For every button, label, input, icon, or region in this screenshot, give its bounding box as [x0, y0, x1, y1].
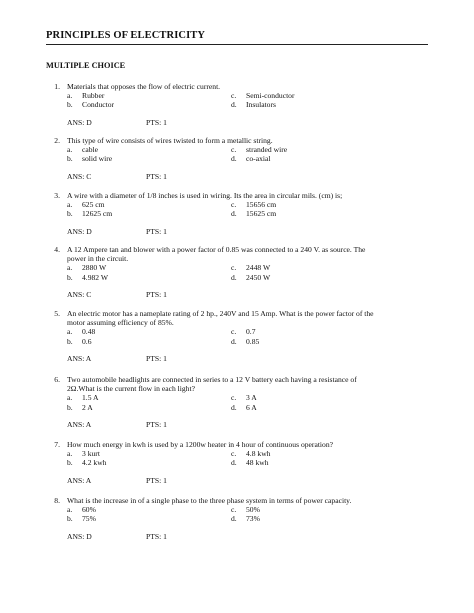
option-text: 12625 cm — [82, 209, 113, 219]
answer-key: ANS: C — [67, 289, 92, 299]
answer-option — [67, 100, 231, 109]
question-number: 1. — [54, 82, 60, 91]
option-text: 60% — [82, 505, 96, 515]
option-letter: c. — [231, 200, 237, 210]
option-text: 0.85 — [246, 336, 260, 346]
answer-option — [67, 337, 231, 346]
question-item — [46, 375, 436, 429]
answer-key: ANS: A — [67, 475, 92, 485]
option-text: 15656 cm — [246, 200, 277, 210]
question-line — [46, 375, 436, 384]
answer-option — [67, 145, 231, 154]
answer-option — [67, 393, 231, 402]
option-text: 0.6 — [82, 336, 92, 346]
points: PTS: 1 — [146, 531, 167, 541]
points: PTS: 1 — [146, 117, 167, 127]
answer-line — [67, 476, 436, 485]
answer-key: ANS: D — [67, 117, 92, 127]
answer-option — [67, 449, 231, 458]
answer-key: ANS: D — [67, 226, 92, 236]
option-text: solid wire — [82, 154, 113, 164]
question-text: Materials that opposes the flow of electric current. — [67, 82, 221, 91]
option-letter: a. — [67, 393, 73, 403]
answer-line — [67, 172, 436, 181]
question-text: This type of wire consists of wires twisted to form a metallic string. — [67, 136, 273, 145]
question-text: 2Ω.What is the current flow in each light? — [67, 384, 195, 394]
option-text: 2448 W — [246, 263, 271, 273]
answer-option — [67, 514, 231, 523]
question-text: A 12 Ampere tan and blower with a power factor of 0.85 was connected to a 240 V. as source. The — [67, 245, 366, 254]
option-letter: b. — [67, 272, 73, 282]
options-grid — [67, 505, 436, 523]
answer-option — [67, 91, 231, 100]
option-letter: b. — [67, 154, 73, 164]
question-number — [46, 318, 67, 327]
answer-option — [67, 403, 231, 412]
question-number — [46, 384, 67, 393]
question-item — [46, 440, 436, 485]
answer-option — [231, 458, 391, 467]
answer-option — [231, 273, 391, 282]
option-text: 50% — [246, 505, 260, 515]
question-number: 3. — [54, 191, 60, 200]
option-letter: b. — [67, 514, 73, 524]
option-letter: b. — [67, 402, 73, 412]
option-letter: d. — [231, 272, 237, 282]
option-letter: c. — [231, 393, 237, 403]
answer-option — [231, 449, 391, 458]
answer-option — [67, 263, 231, 272]
question-line — [46, 440, 436, 449]
points: PTS: 1 — [146, 226, 167, 236]
option-letter: b. — [67, 336, 73, 346]
answer-line — [67, 354, 436, 363]
question-text: motor assuming efficiency of 85%. — [67, 318, 174, 328]
question-line — [46, 191, 436, 200]
answer-key: ANS: A — [67, 419, 92, 429]
answer-option — [231, 403, 391, 412]
option-text: 0.7 — [246, 327, 256, 337]
option-text: 3 kurt — [82, 449, 100, 459]
answer-line — [67, 118, 436, 127]
answer-option — [67, 505, 231, 514]
option-letter: a. — [67, 145, 73, 155]
option-text: 0.48 — [82, 327, 96, 337]
question-line — [46, 136, 436, 145]
options-grid — [67, 449, 436, 467]
options-grid — [67, 145, 436, 163]
option-letter: a. — [67, 200, 73, 210]
answer-option — [231, 209, 391, 218]
answer-line — [67, 532, 436, 541]
question-item — [46, 309, 436, 363]
options-grid — [67, 263, 436, 281]
question-line — [46, 245, 436, 254]
answer-key: ANS: A — [67, 353, 92, 363]
question-number: 6. — [54, 375, 60, 384]
question-text: An electric motor has a nameplate rating of 2 hp., 240V and 15 Amp. What is the power factor of the — [67, 309, 374, 318]
answer-option — [67, 458, 231, 467]
option-text: co-axial — [246, 154, 271, 164]
option-letter: d. — [231, 514, 237, 524]
option-letter: a. — [67, 449, 73, 459]
question-number: 2. — [54, 136, 60, 145]
option-letter: d. — [231, 458, 237, 468]
question-line — [46, 384, 436, 393]
option-letter: b. — [67, 209, 73, 219]
section-heading: MULTIPLE CHOICE — [46, 61, 126, 70]
answer-line — [67, 420, 436, 429]
answer-option — [67, 327, 231, 336]
question-text: What is the increase in of a single phase to the three phase system in terms of power capacity. — [67, 496, 352, 505]
answer-option — [231, 337, 391, 346]
question-text: How much energy in kwh is used by a 1200w heater in 4 hour of continuous operation? — [67, 440, 334, 449]
option-letter: a. — [67, 327, 73, 337]
option-letter: a. — [67, 91, 73, 101]
points: PTS: 1 — [146, 419, 167, 429]
question-text: Two automobile headlights are connected in series to a 12 V battery each having a resistance of — [67, 375, 357, 384]
answer-option — [231, 100, 391, 109]
option-letter: c. — [231, 263, 237, 273]
option-text: 4.2 kwh — [82, 458, 107, 468]
answer-line — [67, 227, 436, 236]
option-text: 4.982 W — [82, 272, 109, 282]
option-text: 1.5 A — [82, 393, 99, 403]
option-letter: d. — [231, 402, 237, 412]
option-text: 75% — [82, 514, 96, 524]
points: PTS: 1 — [146, 171, 167, 181]
option-text: 625 cm — [82, 200, 105, 210]
answer-option — [67, 154, 231, 163]
options-grid — [67, 393, 436, 411]
points: PTS: 1 — [146, 289, 167, 299]
answer-option — [231, 393, 391, 402]
option-text: Insulators — [246, 100, 276, 110]
option-text: cable — [82, 145, 99, 155]
option-text: 2880 W — [82, 263, 107, 273]
question-number: 7. — [54, 440, 60, 449]
points: PTS: 1 — [146, 353, 167, 363]
question-text: A wire with a diameter of 1/8 inches is used in wiring. Its the area in circular mils. (cm) is; — [67, 191, 343, 200]
option-letter: c. — [231, 449, 237, 459]
answer-option — [231, 200, 391, 209]
question-item — [46, 245, 436, 299]
option-text: 48 kwh — [246, 458, 269, 468]
question-item — [46, 136, 436, 181]
page-title: PRINCIPLES OF ELECTRICITY — [46, 30, 206, 41]
question-item — [46, 191, 436, 236]
answer-option — [67, 273, 231, 282]
question-line — [46, 82, 436, 91]
option-text: 3 A — [246, 393, 257, 403]
options-grid — [67, 200, 436, 218]
question-line — [46, 309, 436, 318]
option-text: 4.8 kwh — [246, 449, 271, 459]
option-letter: b. — [67, 458, 73, 468]
answer-line — [67, 290, 436, 299]
option-text: 2450 W — [246, 272, 271, 282]
answer-option — [231, 263, 391, 272]
options-grid — [67, 91, 436, 109]
answer-option — [231, 154, 391, 163]
option-text: Semi-conductor — [246, 91, 295, 101]
answer-option — [231, 505, 391, 514]
option-text: 73% — [246, 514, 260, 524]
question-item — [46, 496, 436, 541]
answer-key: ANS: C — [67, 171, 92, 181]
answer-option — [231, 91, 391, 100]
option-text: 2 A — [82, 402, 93, 412]
option-letter: a. — [67, 505, 73, 515]
options-grid — [67, 327, 436, 345]
question-line — [46, 318, 436, 327]
answer-key: ANS: D — [67, 531, 92, 541]
question-number: 4. — [54, 245, 60, 254]
question-item — [46, 82, 436, 127]
option-letter: d. — [231, 336, 237, 346]
question-number — [46, 254, 67, 263]
question-line — [46, 254, 436, 263]
option-letter: c. — [231, 91, 237, 101]
question-number: 5. — [54, 309, 60, 318]
option-letter: d. — [231, 209, 237, 219]
option-text: Conductor — [82, 100, 115, 110]
answer-option — [67, 200, 231, 209]
points: PTS: 1 — [146, 475, 167, 485]
option-letter: d. — [231, 154, 237, 164]
question-text: power in the circuit. — [67, 254, 129, 264]
answer-option — [231, 145, 391, 154]
option-text: 15625 cm — [246, 209, 277, 219]
title-rule — [46, 44, 428, 45]
option-letter: c. — [231, 505, 237, 515]
option-text: Rubber — [82, 91, 105, 101]
answer-option — [231, 514, 391, 523]
question-number: 8. — [54, 496, 60, 505]
option-letter: a. — [67, 263, 73, 273]
option-text: stranded wire — [246, 145, 288, 155]
option-text: 6 A — [246, 402, 257, 412]
option-letter: c. — [231, 327, 237, 337]
question-line — [46, 496, 436, 505]
answer-option — [231, 327, 391, 336]
option-letter: b. — [67, 100, 73, 110]
option-letter: d. — [231, 100, 237, 110]
option-letter: c. — [231, 145, 237, 155]
answer-option — [67, 209, 231, 218]
